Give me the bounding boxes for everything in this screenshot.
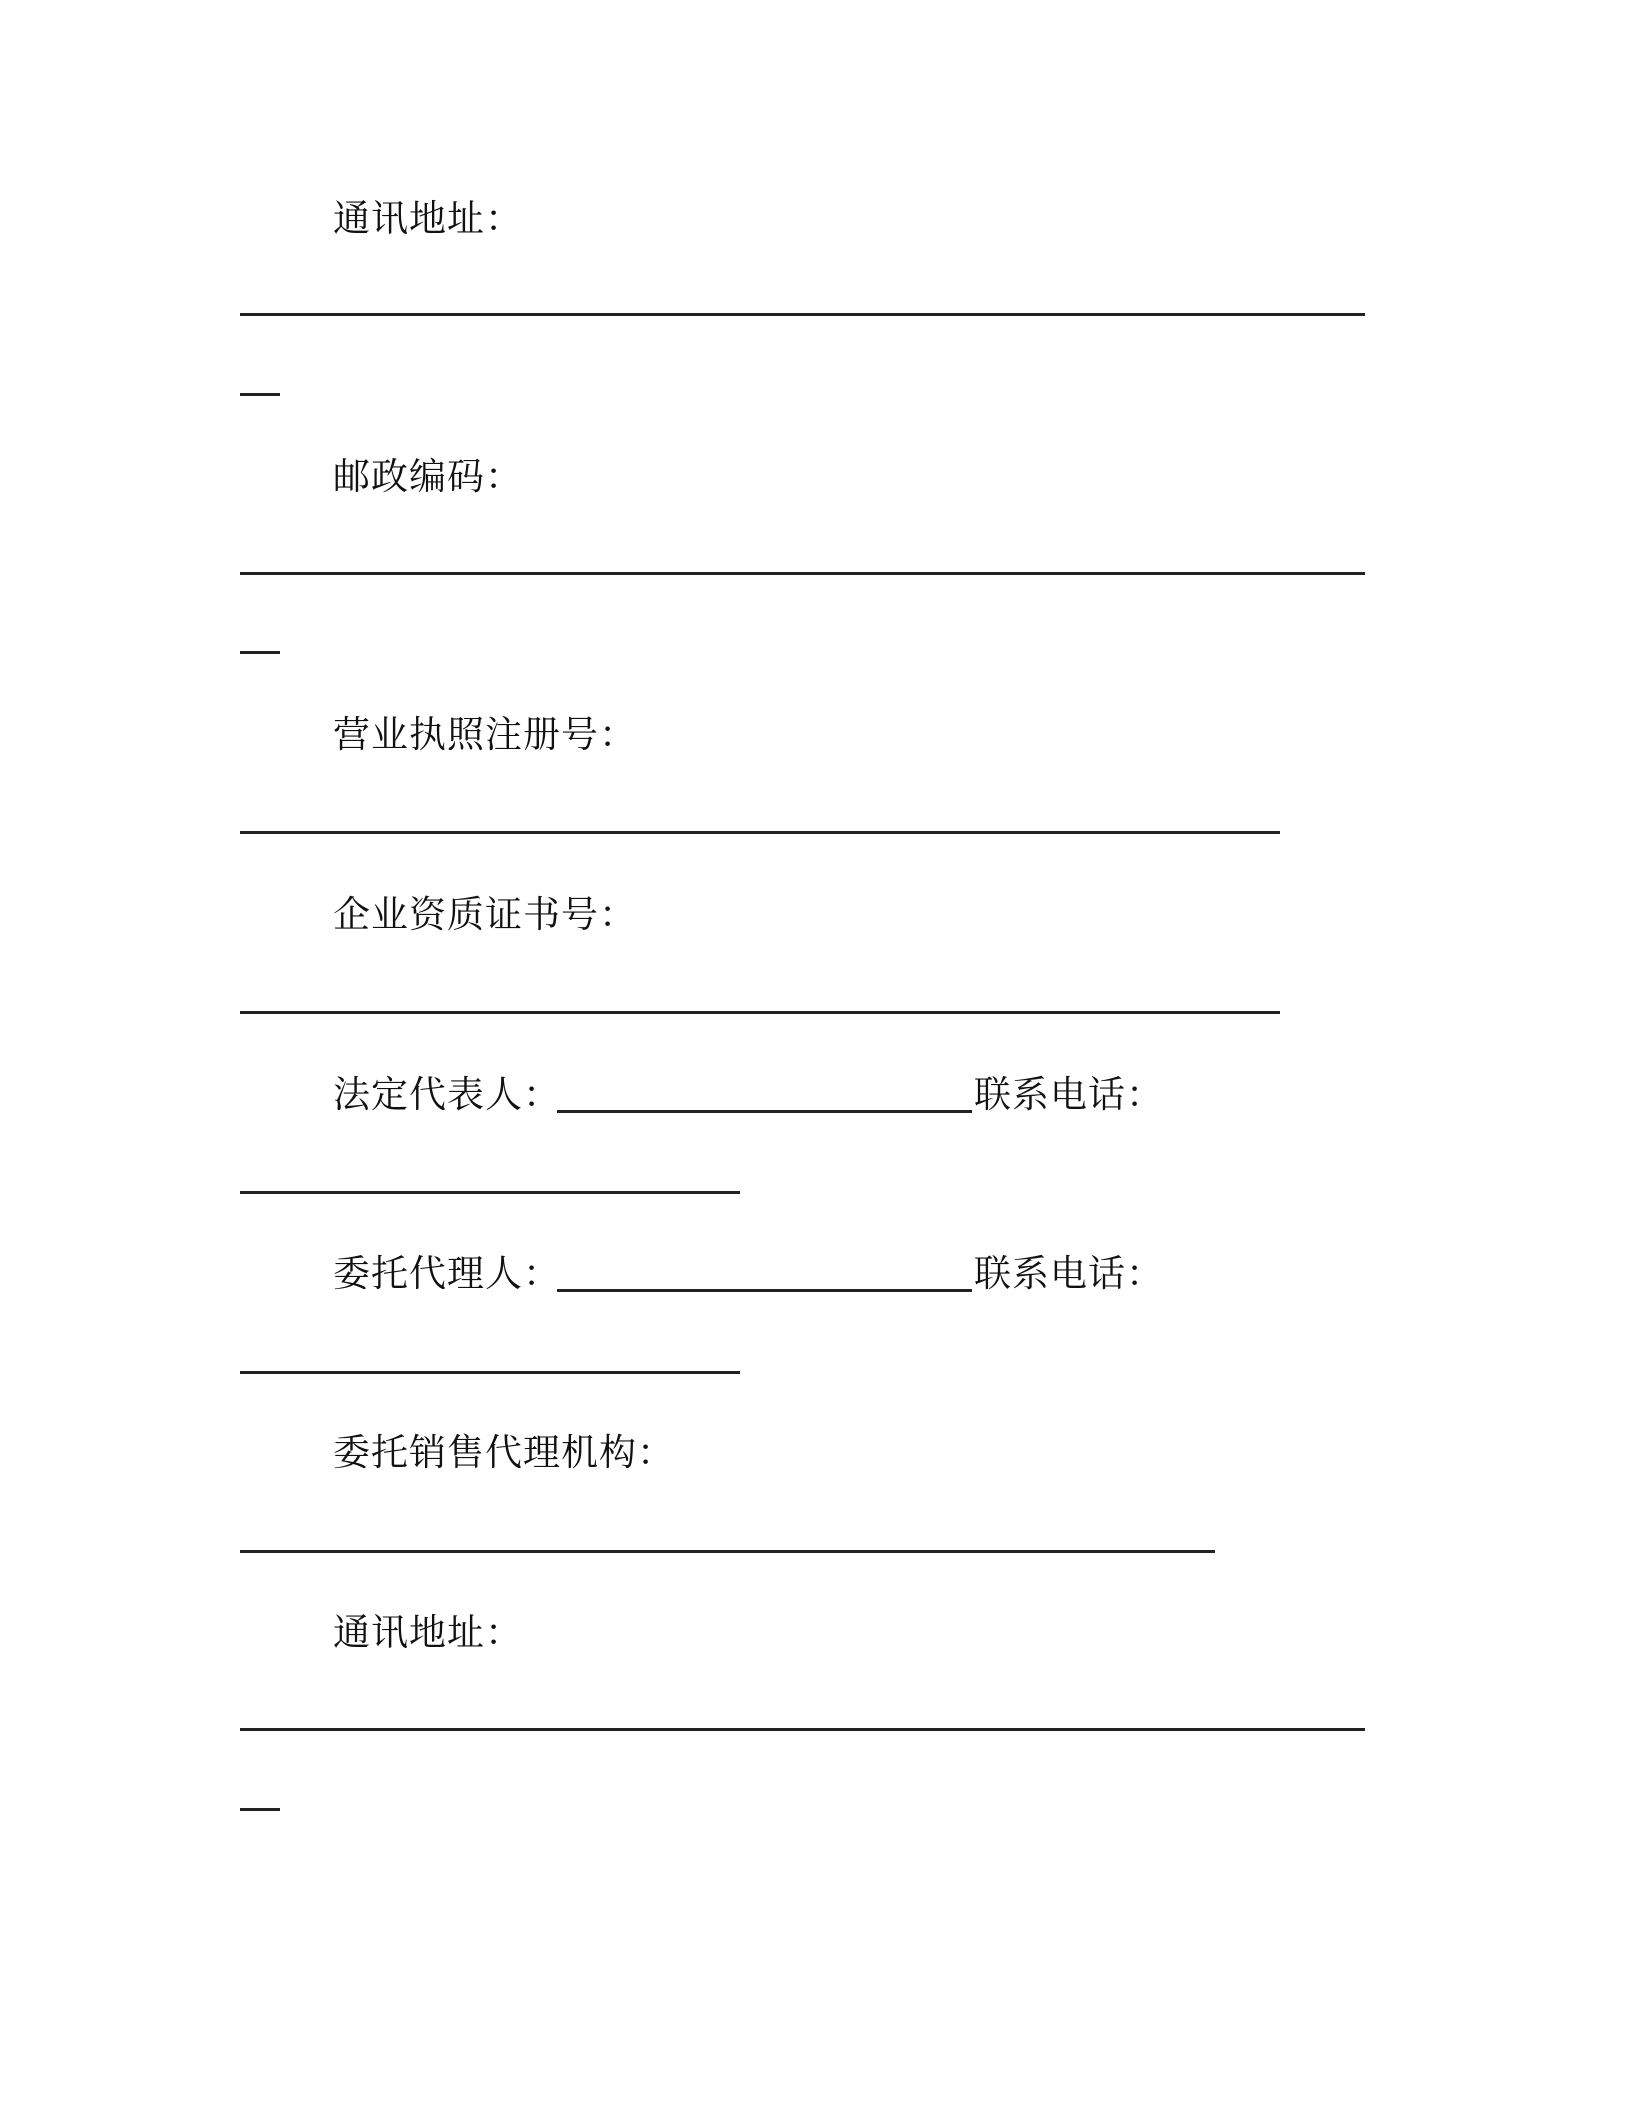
agent-blank-line[interactable] (557, 1289, 972, 1292)
address-blank-line[interactable] (240, 313, 1365, 316)
business-license-blank-line[interactable] (240, 831, 1280, 834)
postal-code-label: 邮政编码： (333, 455, 523, 498)
agent-phone-blank-line[interactable] (240, 1371, 740, 1374)
agent-phone-label: 联系电话： (974, 1252, 1164, 1295)
agent-label: 委托代理人： (333, 1252, 561, 1295)
qualification-cert-label: 企业资质证书号： (333, 893, 637, 936)
legal-rep-label: 法定代表人： (333, 1073, 561, 1116)
postal-code-blank-line-tail[interactable] (240, 651, 280, 654)
legal-rep-phone-label: 联系电话： (974, 1073, 1164, 1116)
sales-agency-label: 委托销售代理机构： (333, 1431, 675, 1474)
postal-code-blank-line[interactable] (240, 572, 1365, 575)
legal-rep-blank-line[interactable] (557, 1110, 972, 1113)
legal-rep-phone-blank-line[interactable] (240, 1191, 740, 1194)
sales-agency-blank-line[interactable] (240, 1550, 1215, 1553)
agency-address-label: 通讯地址： (333, 1611, 523, 1654)
business-license-label: 营业执照注册号： (333, 713, 637, 756)
agency-address-blank-line[interactable] (240, 1728, 1365, 1731)
address-label: 通讯地址： (333, 197, 523, 240)
qualification-cert-blank-line[interactable] (240, 1011, 1280, 1014)
agency-address-blank-line-tail[interactable] (240, 1808, 280, 1811)
address-blank-line-tail[interactable] (240, 393, 280, 396)
